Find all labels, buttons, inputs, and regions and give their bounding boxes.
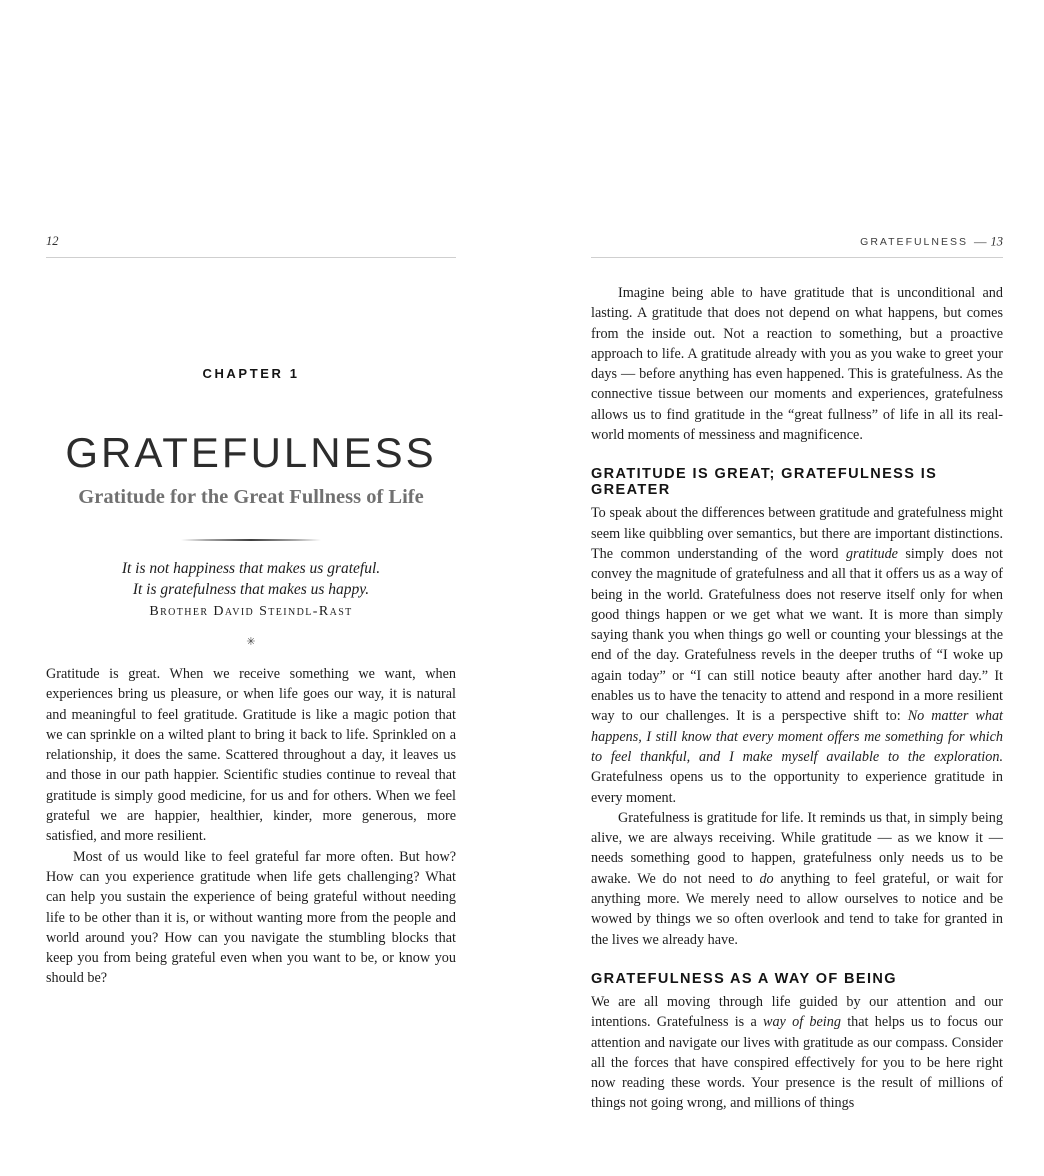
body-paragraph: Imagine being able to have gratitude that is unconditional and lasting. A gratitude that does not depend on what happens, but comes from the inside out. Not a reaction to something, but a proactive approach to life. A gratitude already with you as you wake to greet your days — before anything has even happened. This is gratefulness. As the connective tissue between our moments and experiences, gratefulness allows us to find gratitude in the “great fullness” of life in all its real-world moments of messiness and magnificence. bbox=[591, 285, 1003, 444]
body-paragraph: We are all moving through life guided by our attention and our intentions. Gratefulness is a way of being that helps us to focus our attention and navigate our lives with gratitude as our compass. Consider all the forces that have conspired effectively for you to be here right now reading these words. Your presence is the result of millions of things not going wrong, and millions of things bbox=[591, 993, 1003, 1112]
right-page-number: 13 bbox=[990, 234, 1003, 249]
divider-rule bbox=[181, 539, 321, 541]
epigraph-attribution: Brother David Steindl-Rast bbox=[149, 604, 353, 619]
chapter-subtitle: Gratitude for the Great Fullness of Life bbox=[78, 486, 424, 508]
chapter-label: CHAPTER 1 bbox=[202, 366, 300, 381]
left-body-copy bbox=[46, 664, 456, 989]
section-heading-way-of-being: GRATEFULNESS AS A WAY OF BEING bbox=[591, 970, 897, 987]
epigraph-line-1: It is not happiness that makes us grateful. bbox=[121, 560, 381, 577]
left-header-rule bbox=[46, 257, 456, 258]
epigraph-line-2: It is gratefulness that makes us happy. bbox=[132, 581, 370, 598]
running-header-title: GRATEFULNESS bbox=[860, 236, 968, 249]
body-paragraph: Most of us would like to feel grateful far more often. But how? How can you experience gratitude when life gets challenging? What can help you sustain the experience of being grateful without needing life to be other than it is, or without wanting more from the people and world around you? How can you navigate the stumbling blocks that keep you from being grateful even when you want to be, or know you should be? bbox=[46, 848, 456, 987]
left-page-number: 12 bbox=[46, 234, 59, 248]
right-header-rule bbox=[591, 257, 1003, 258]
body-paragraph: Gratefulness is gratitude for life. It reminds us that, in simply being alive, we are always receiving. While gratitude — as we know it — needs something good to happen, gratefulness only needs us to be awake. We do not need to do anything to feel grateful, or wait for anything more. We merely need to allow ourselves to notice and be wowed by things we so often overlook and tend to take for granted in the lives we already have. bbox=[591, 809, 1003, 948]
running-header-separator: — bbox=[974, 234, 987, 249]
right-body-copy bbox=[591, 283, 1003, 1114]
right-page bbox=[591, 234, 1003, 1114]
body-paragraph: To speak about the differences between gratitude and gratefulness might seem like quibbling over semantics, but there are important distinctions. The common understanding of the word gratitude simply does not convey the magnitude of gratefulness and all that it offers us as a way of being in the world. Gratefulness does not reserve itself only for when good things happen or we get what we want. It is more than simply saying thank you when things go well or counting your blessings at the end of the day. Gratefulness revels in the deeper truths of “I woke up again today” or “I can still notice beauty after another hard day.” It enables us to have the tenacity to attend and respond in a more resilient way to our challenges. It is a perspective shift to: No matter what happens, I still know that every moment offers me something for which to feel thankful, and I make myself available to the exploration. Gratefulness opens us to the opportunity to experience gratitude in every moment. bbox=[591, 505, 1003, 806]
running-header bbox=[591, 234, 1003, 250]
left-page bbox=[46, 234, 456, 989]
chapter-title: GRATEFULNESS bbox=[65, 429, 437, 476]
epigraph bbox=[46, 558, 456, 600]
section-heading-gratitude-is-great: GRATITUDE IS GREAT; GRATEFULNESS IS GREATER bbox=[591, 466, 938, 499]
body-paragraph: Gratitude is great. When we receive something we want, when experiences bring us pleasure, or when life goes our way, it is natural and meaningful to feel gratitude. Gratitude is like a magic potion that we can sprinkle on a wilted plant to bring it back to life. Sprinkled on a relationship, it does the same. Scattered throughout a day, it leaves us and those in our path happier. Scientific studies continue to reveal that gratitude is simply good medicine, for us and for others. When we feel grateful we are happier, healthier, kinder, more generous, more satisfied, and more resilient. bbox=[46, 666, 456, 845]
asterisk-ornament-icon: ✳ bbox=[246, 635, 256, 648]
